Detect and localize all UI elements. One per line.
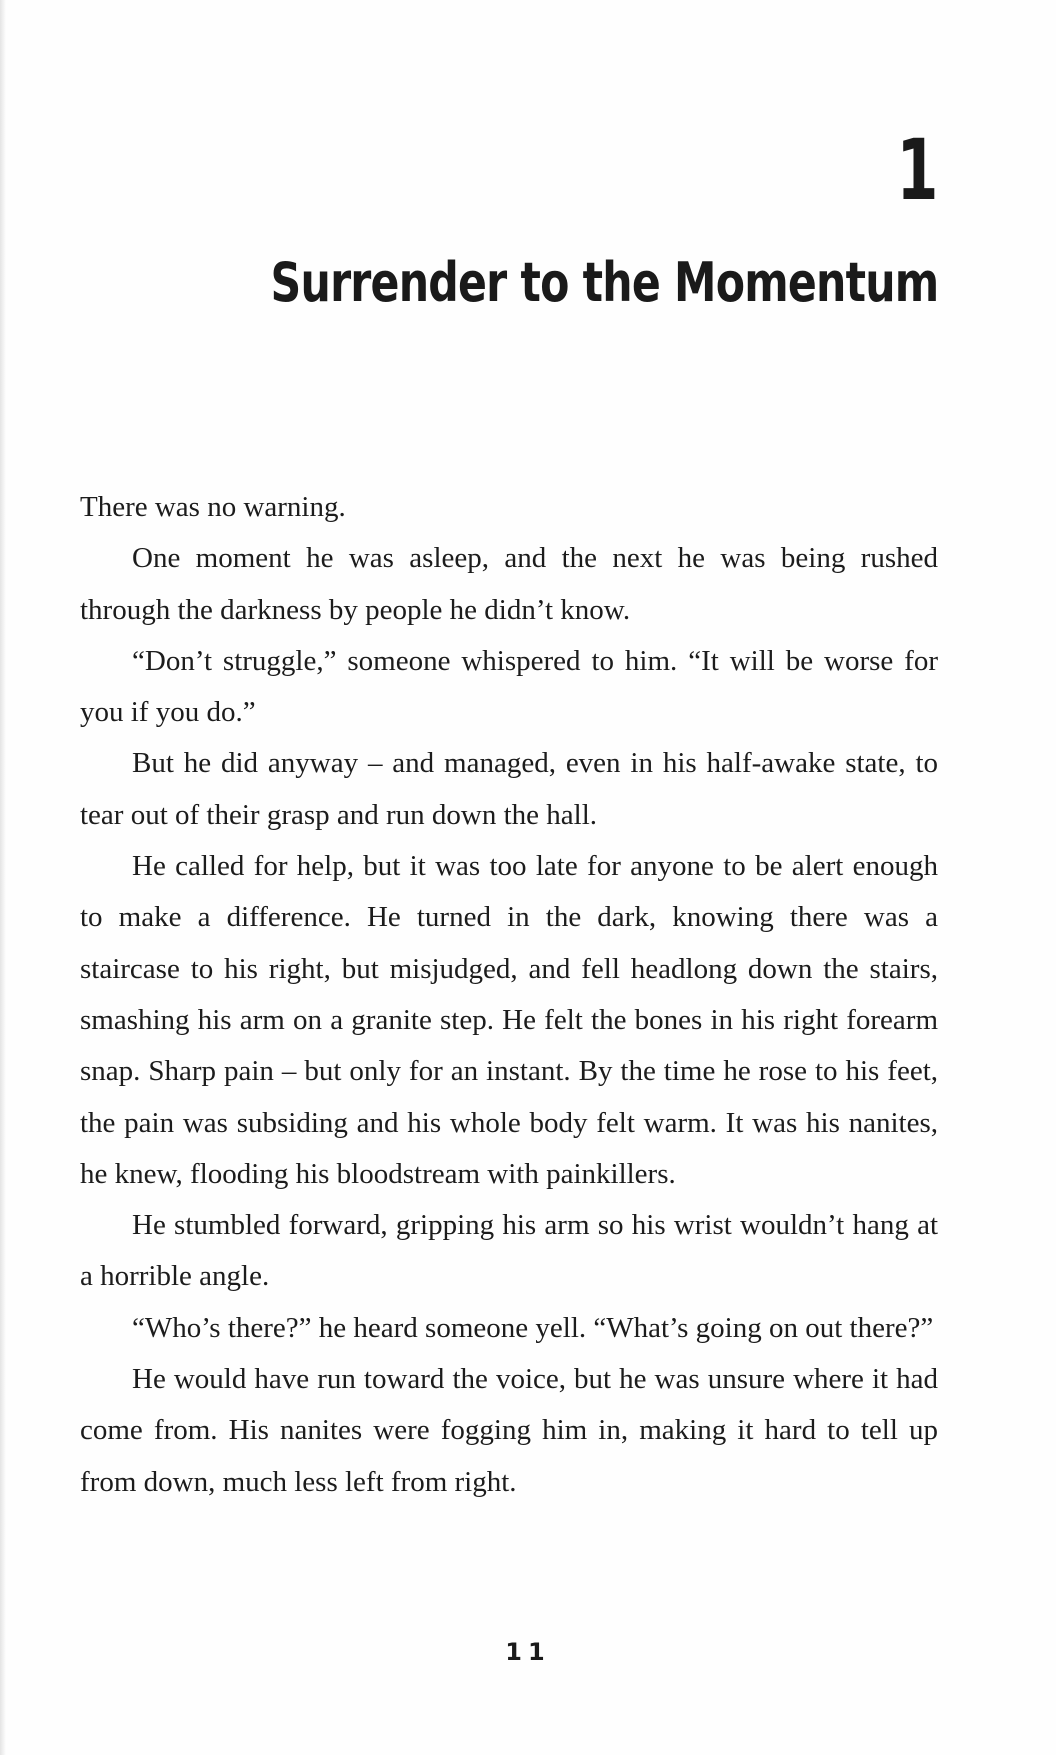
paragraph: But he did anyway – and managed, even in his half-awake state, to tear out of their grasp and run down the hall. [80,747,938,831]
chapter-title: Surrender to the Momentum [270,251,938,314]
paragraph: “Who’s there?” he heard someone yell. “What’s going on out there?” [132,1311,934,1344]
page-edge-shadow [0,0,6,1755]
paragraph: He stumbled forward, gripping his arm so his wrist wouldn’t hang at a horrible angle. [80,1209,938,1293]
paragraph: He called for help, but it was too late for anyone to be alert enough to make a difference. He turned in the dark, knowing there was a staircase to his right, but misjudged, and fell headlong down the stairs, smashing his arm on a granite step. He felt the bones in his right forearm snap. Sharp pain – but only for an instant. By the time he rose to his feet, the pain was subsiding and his whole body felt warm. It was his nanites, he knew, flooding his bloodstream with painkillers. [80,850,938,1190]
chapter-number: 1 [895,121,938,219]
paragraph: “Don’t struggle,” someone whispered to him. “It will be worse for you if you do.” [80,644,938,729]
page-number: 11 [505,1638,551,1666]
body-text [80,482,938,1508]
paragraph: One moment he was asleep, and the next he was being rushed through the darkness by people he didn’t know. [80,542,938,626]
paragraph: He would have run toward the voice, but he was unsure where it had come from. His nanites were fogging him in, making it hard to tell up from down, much less left from right. [80,1363,938,1498]
paragraph: There was no warning. [80,491,346,523]
